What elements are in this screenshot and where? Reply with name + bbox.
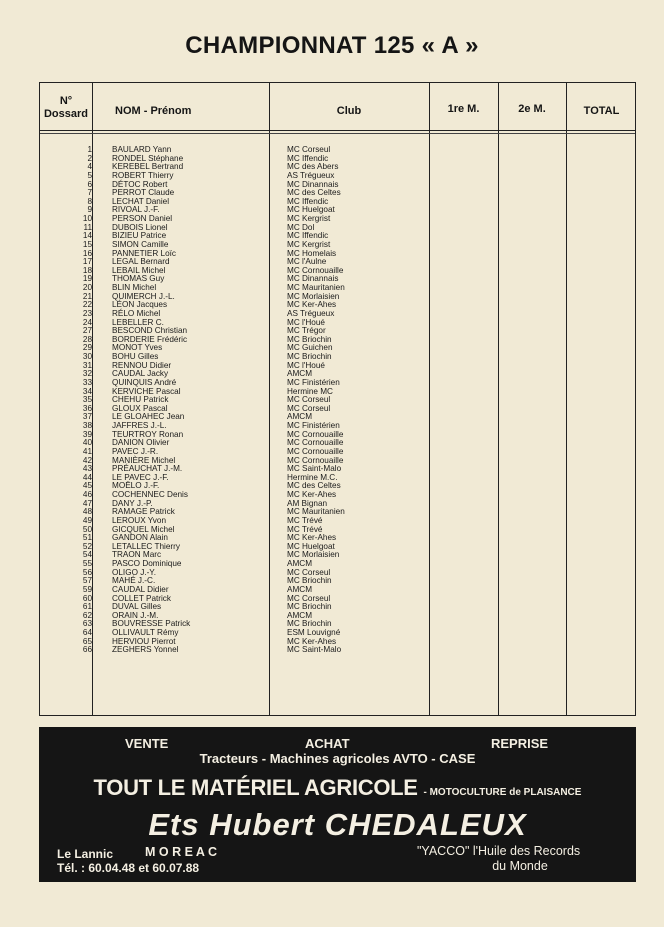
- dossard-cell: 59: [82, 584, 92, 594]
- name-cell: BLIN Michel: [112, 283, 157, 292]
- name-cell: DUBOIS Lionel: [112, 222, 168, 232]
- ad-telephone: Tél. : 60.04.48 et 60.07.88: [57, 861, 200, 875]
- name-cell: SIMON Camille: [112, 239, 169, 249]
- name-cell: TEURTROY Ronan: [112, 429, 184, 439]
- club-cell: Hermine MC: [287, 386, 333, 396]
- name-cell: MANIÈRE Michel: [112, 455, 176, 465]
- dossard-cell: 38: [82, 421, 92, 430]
- club-cell: MC Morlaisien: [287, 291, 340, 301]
- name-cell: GICQUEL Michel: [112, 524, 175, 534]
- dossard-cell: 14: [82, 231, 92, 241]
- ad-yacco-line1: "YACCO" l'Huile des Records: [417, 844, 581, 858]
- club-cell: MC Corseul: [287, 593, 331, 603]
- club-cell: MC Dol: [287, 222, 315, 232]
- name-cell: ROBERT Thierry: [112, 170, 174, 180]
- club-cell: MC Homelais: [287, 248, 337, 258]
- dossard-cell: 60: [82, 593, 92, 603]
- ad-materiel: TOUT LE MATÉRIEL AGRICOLE - MOTOCULTURE de PLAISANCE: [93, 775, 582, 800]
- dossard-cell: 37: [82, 412, 92, 422]
- table-row: [40, 646, 637, 655]
- dossard-cell: 18: [82, 265, 92, 275]
- name-cell: LECHAT Daniel: [112, 196, 170, 206]
- dossard-cell: 27: [82, 326, 92, 336]
- club-cell: MC Corseul: [287, 145, 331, 154]
- ad-yacco-line2: du Monde: [492, 859, 548, 873]
- name-cell: OLLIVAULT Rémy: [112, 628, 179, 637]
- name-cell: BOHU Gilles: [112, 352, 159, 361]
- dossard-cell: 24: [82, 317, 92, 327]
- dossard-cell: 62: [82, 610, 92, 620]
- header-club: Club: [336, 105, 362, 117]
- name-cell: DANION Olivier: [112, 438, 170, 448]
- ad-company-name: Ets Hubert CHEDALEUX: [148, 807, 527, 842]
- dossard-cell: 21: [82, 291, 92, 301]
- dossard-cell: 56: [82, 567, 92, 577]
- dossard-cell: 11: [83, 222, 92, 232]
- dossard-cell: 1: [87, 145, 92, 154]
- ad-lannic: Le Lannic: [57, 847, 114, 861]
- club-cell: MC Cornouaille: [287, 455, 344, 465]
- club-cell: MC Saint-Malo: [287, 645, 342, 655]
- dossard-cell: 42: [82, 455, 92, 465]
- club-cell: MC Corseul: [287, 403, 331, 413]
- dossard-cell: 2: [87, 153, 92, 163]
- dossard-cell: 41: [82, 446, 92, 456]
- club-cell: AMCM: [287, 584, 313, 594]
- dossard-cell: 50: [82, 524, 92, 534]
- club-cell: MC Ker-Ahes: [287, 636, 337, 646]
- club-cell: MC Briochin: [287, 576, 332, 586]
- club-cell: MC Cornouaille: [287, 429, 344, 439]
- name-cell: PERSON Daniel: [112, 214, 173, 223]
- club-cell: MC Cornouaille: [287, 446, 344, 456]
- dossard-cell: 52: [82, 541, 92, 551]
- club-cell: MC Finistérien: [287, 421, 340, 430]
- club-cell: MC des Abers: [287, 162, 339, 172]
- club-cell: MC Cornouaille: [287, 265, 344, 275]
- dossard-cell: 31: [82, 360, 92, 370]
- name-cell: PAVEC J.-R.: [112, 446, 159, 456]
- dossard-cell: 16: [82, 248, 92, 258]
- dossard-cell: 22: [82, 300, 92, 310]
- name-cell: PASCO Dominique: [112, 559, 182, 568]
- name-cell: LÉON Jacques: [112, 300, 168, 310]
- club-cell: Hermine M.C.: [287, 472, 338, 482]
- name-cell: BESCOND Christian: [112, 326, 188, 336]
- dossard-cell: 57: [82, 576, 92, 586]
- club-cell: MC Kergrist: [287, 214, 331, 223]
- club-cell: AM Bignan: [287, 498, 328, 508]
- name-cell: DUVAL Gilles: [112, 602, 162, 612]
- name-cell: KERVICHE Pascal: [112, 386, 181, 396]
- name-cell: JAFFRES J.-L.: [112, 421, 167, 430]
- dossard-cell: 15: [82, 239, 92, 249]
- dossard-cell: 19: [82, 274, 92, 284]
- name-cell: HERVIOU Pierrot: [112, 636, 176, 646]
- club-cell: MC Iffendic: [287, 196, 329, 206]
- name-cell: CAUDAL Didier: [112, 584, 169, 594]
- name-cell: DANY J.-P.: [112, 498, 153, 508]
- club-cell: MC des Celtes: [287, 481, 341, 491]
- club-cell: AMCM: [287, 559, 313, 568]
- club-cell: ESM Louvigné: [287, 628, 341, 637]
- name-cell: BOUVRESSE Patrick: [112, 619, 191, 629]
- ad-moreac: M O R E A C: [145, 845, 217, 859]
- club-cell: AMCM: [287, 369, 313, 379]
- dossard-cell: 45: [82, 481, 92, 491]
- club-cell: AMCM: [287, 412, 313, 422]
- advertisement: [39, 727, 636, 882]
- name-cell: DÉTOC Robert: [112, 179, 168, 189]
- club-cell: MC Dinannais: [287, 274, 339, 284]
- dossard-cell: 9: [87, 205, 92, 215]
- club-cell: MC Huelgoat: [287, 541, 335, 551]
- name-cell: LE GLOAHEC Jean: [112, 412, 185, 422]
- name-cell: PERROT Claude: [112, 188, 175, 198]
- dossard-cell: 54: [82, 550, 92, 560]
- club-cell: MC Mauritanien: [287, 507, 345, 517]
- name-cell: RONDEL Stéphane: [112, 153, 184, 163]
- club-cell: AS Trégueux: [287, 170, 335, 180]
- club-cell: MC Ker-Ahes: [287, 300, 337, 310]
- dossard-cell: 66: [82, 645, 92, 655]
- name-cell: RIVOAL J.-F.: [112, 205, 160, 215]
- dossard-cell: 39: [82, 429, 92, 439]
- name-cell: RENNOU Didier: [112, 360, 172, 370]
- dossard-cell: 17: [82, 257, 92, 267]
- club-cell: MC des Celtes: [287, 188, 341, 198]
- dossard-cell: 23: [82, 308, 92, 318]
- club-cell: MC Huelgoat: [287, 205, 335, 215]
- name-cell: BORDERIE Frédéric: [112, 334, 188, 344]
- ad-achat: ACHAT: [305, 736, 350, 751]
- club-cell: MC Morlaisien: [287, 550, 340, 560]
- dossard-cell: 46: [82, 490, 92, 499]
- dossard-cell: 49: [82, 515, 92, 525]
- dossard-cell: 8: [87, 196, 92, 206]
- club-cell: MC Iffendic: [287, 231, 329, 241]
- name-cell: MONOT Yves: [112, 343, 163, 353]
- ad-tracteurs: Tracteurs - Machines agricoles AVTO - CASE: [199, 751, 476, 766]
- club-cell: MC Briochin: [287, 602, 332, 612]
- name-cell: LEGAL Bernard: [112, 257, 170, 267]
- dossard-cell: 48: [82, 507, 92, 517]
- club-cell: MC Saint-Malo: [287, 464, 342, 474]
- club-cell: MC Ker-Ahes: [287, 533, 337, 543]
- header-total: TOTAL: [583, 105, 620, 117]
- name-cell: GANDON Alain: [112, 533, 168, 543]
- name-cell: MOËLO J.-F.: [112, 481, 160, 491]
- dossard-cell: 55: [82, 559, 92, 568]
- dossard-cell: 65: [82, 636, 92, 646]
- name-cell: PRÉAUCHAT J.-M.: [112, 464, 183, 474]
- header-dossard: N° Dossard: [43, 95, 89, 120]
- dossard-cell: 32: [82, 369, 92, 379]
- name-cell: CHEHU Patrick: [112, 395, 169, 405]
- dossard-cell: 4: [87, 162, 92, 172]
- page-title: CHAMPIONNAT 125 « A »: [185, 32, 479, 59]
- name-cell: TRAON Marc: [112, 550, 162, 560]
- club-cell: AS Trégueux: [287, 308, 335, 318]
- name-cell: LETALLEC Thierry: [112, 541, 180, 551]
- dossard-cell: 35: [82, 395, 92, 405]
- name-cell: QUINQUIS André: [112, 377, 177, 387]
- dossard-cell: 29: [82, 343, 92, 353]
- dossard-cell: 10: [82, 214, 92, 223]
- name-cell: LEBELLER C.: [112, 317, 164, 327]
- dossard-cell: 28: [82, 334, 92, 344]
- club-cell: MC Dinannais: [287, 179, 339, 189]
- rider-list: [40, 146, 637, 655]
- club-cell: MC Mauritanien: [287, 283, 345, 292]
- club-cell: MC Corseul: [287, 567, 331, 577]
- dossard-cell: 6: [87, 179, 92, 189]
- club-cell: MC Iffendic: [287, 153, 329, 163]
- name-cell: GLOUX Pascal: [112, 403, 168, 413]
- dossard-cell: 51: [82, 533, 92, 543]
- dossard-cell: 40: [82, 438, 92, 448]
- name-cell: THOMAS Guy: [112, 274, 165, 284]
- club-cell: MC Briochin: [287, 619, 332, 629]
- dossard-cell: 64: [82, 628, 92, 637]
- club-cell: MC Trégor: [287, 326, 326, 336]
- name-cell: KEREBEL Bertrand: [112, 162, 184, 172]
- dossard-cell: 20: [82, 283, 92, 292]
- dossard-cell: 5: [87, 170, 92, 180]
- name-cell: ZEGHERS Yonnel: [112, 645, 179, 655]
- club-cell: MC Briochin: [287, 334, 332, 344]
- name-cell: QUIMERCH J.-L.: [112, 291, 175, 301]
- name-cell: LE PAVEC J.-F.: [112, 472, 169, 482]
- dossard-cell: 63: [82, 619, 92, 629]
- name-cell: MAHÉ J.-C.: [112, 576, 156, 586]
- club-cell: MC l'Aulne: [287, 257, 327, 267]
- dossard-cell: 7: [87, 188, 92, 198]
- club-cell: MC Briochin: [287, 352, 332, 361]
- club-cell: MC Ker-Ahes: [287, 490, 337, 499]
- ad-vente: VENTE: [125, 736, 169, 751]
- club-cell: MC Trévé: [287, 515, 323, 525]
- name-cell: ORAIN J.-M.: [112, 610, 159, 620]
- club-cell: MC Guichen: [287, 343, 333, 353]
- club-cell: MC Finistérien: [287, 377, 340, 387]
- club-cell: AMCM: [287, 610, 313, 620]
- header-name: NOM - Prénom: [115, 105, 192, 117]
- header-second-round: 2e M.: [518, 103, 546, 115]
- club-cell: MC Cornouaille: [287, 438, 344, 448]
- name-cell: BAULARD Yann: [112, 145, 172, 154]
- dossard-cell: 30: [82, 352, 92, 361]
- club-cell: MC l'Houé: [287, 360, 325, 370]
- name-cell: COLLET Patrick: [112, 593, 171, 603]
- club-cell: MC Corseul: [287, 395, 331, 405]
- name-cell: CAUDAL Jacky: [112, 369, 169, 379]
- name-cell: RAMAGE Patrick: [112, 507, 175, 517]
- ad-reprise: REPRISE: [491, 736, 549, 751]
- name-cell: PANNETIER Loïc: [112, 248, 176, 258]
- dossard-cell: 43: [82, 464, 92, 474]
- name-cell: LEBAIL Michel: [112, 265, 166, 275]
- name-cell: OLIGO J.-Y.: [112, 567, 156, 577]
- header-first-round: 1re M.: [447, 103, 480, 115]
- club-cell: MC Kergrist: [287, 239, 331, 249]
- dossard-cell: 36: [82, 403, 92, 413]
- name-cell: RÉLO Michel: [112, 308, 161, 318]
- results-table: [39, 82, 636, 716]
- dossard-cell: 44: [82, 472, 92, 482]
- club-cell: MC l'Houé: [287, 317, 325, 327]
- dossard-cell: 47: [82, 498, 92, 508]
- club-cell: MC Trévé: [287, 524, 323, 534]
- dossard-cell: 61: [82, 602, 92, 612]
- name-cell: LEROUX Yvon: [112, 515, 167, 525]
- name-cell: COCHENNEC Denis: [112, 490, 188, 499]
- dossard-cell: 33: [82, 377, 92, 387]
- name-cell: BIZIEU Patrice: [112, 231, 167, 241]
- dossard-cell: 34: [82, 386, 92, 396]
